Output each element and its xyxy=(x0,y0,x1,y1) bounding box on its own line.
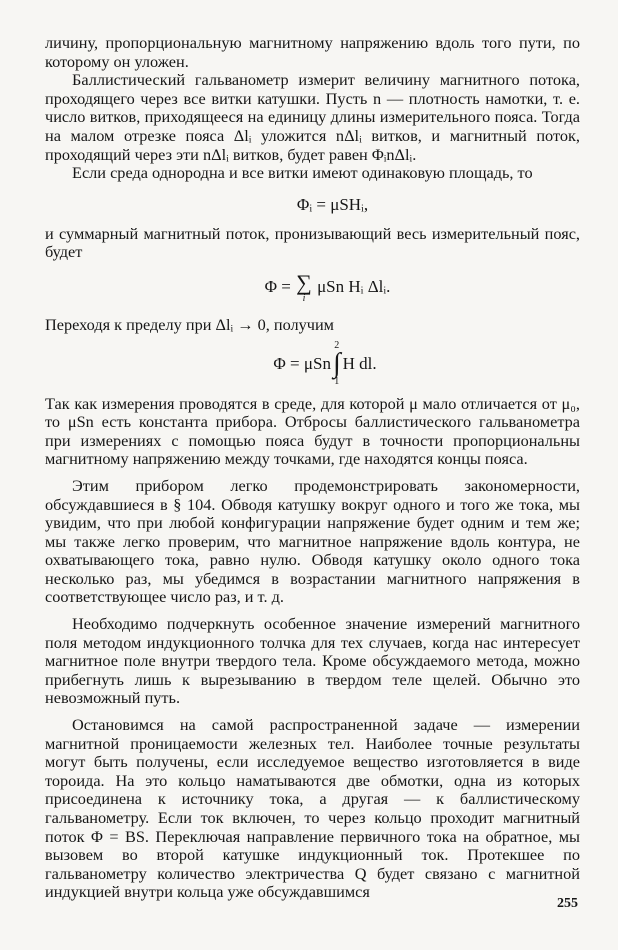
equation-flux-integral-rhs: H dl. xyxy=(342,353,377,373)
paragraph-5: Переходя к пределу при Δlᵢ → 0, получим xyxy=(45,314,334,334)
paragraph-9: Остановимся на самой распространенной задаче — измерении магнитной проницаемости железных тел. Наиболее точные результаты могут быть получены, если исследуемое вещество изготовляется в виде тороида. На это кольцо наматываются две обмотки, одна из которых присоединена к источнику тока, а другая — к баллистическому гальванометру. Если ток включен, то через кольцо проходит магнитный поток Φ = BS. Переключая направление первичного тока на обратное, мы вызовем во второй катушке индукционный ток. Протекшее по гальванометру количество электричества Q будет связано с магнитной индукцией внутри кольца уже обсуждавшимся xyxy=(45,715,580,902)
equation-flux-element xyxy=(45,195,580,215)
sum-sign: ∑ xyxy=(296,269,312,295)
integral-lower-limit: 1 xyxy=(334,375,340,387)
equation-flux-sum xyxy=(45,269,580,304)
sum-symbol xyxy=(296,269,312,304)
equation-flux-integral-lhs: Φ = μSn xyxy=(273,353,331,373)
sum-index: i xyxy=(302,292,306,304)
equation-flux-element-text: Φᵢ = μSHᵢ, xyxy=(296,194,369,214)
paragraph-6: Так как измерения проводятся в среде, для которой μ мало отличается от μ₀, то μSn есть константа прибора. Отбросы баллистического гальванометра при измерениях с помощью пояса будут в точности пропорциональны магнитному напряжению между точками, где находятся концы пояса. xyxy=(45,393,580,469)
equation-flux-integral xyxy=(45,341,580,387)
paragraph-2: Баллистический гальванометр измерит величину магнитного потока, проходящего через все витки катушки. Пусть n — плотность намотки, т. е. число витков, приходящееся на единицу длины измерительного пояса. Тогда на малом отрезке пояса Δlᵢ уложится nΔlᵢ витков, и магнитный поток, проходящий через эти nΔlᵢ витков, будет равен ΦᵢnΔlᵢ. xyxy=(45,70,580,164)
equation-flux-sum-lhs: Φ = xyxy=(264,276,296,296)
integral-sign: ∫ xyxy=(332,347,341,379)
paragraph-7: Этим прибором легко продемонстрировать закономерности, обсуждавшиеся в § 104. Обводя катушку вокруг одного и того же тока, мы увидим, что при любой конфигурации напряжение будет одним и тем же; мы также легко проверим, что магнитное напряжение вдоль контура, не охватывающего тока, равно нулю. Обводя катушку около одного тока несколько раз, мы убедимся в возрастании магнитного напряжения в соответствующее число раз, и т. д. xyxy=(45,475,580,607)
paragraph-1: личину, пропорциональную магнитному напряжению вдоль того пути, по которому он уложен. xyxy=(45,33,580,71)
paragraph-3: Если среда однородна и все витки имеют одинаковую площадь, то xyxy=(72,163,533,183)
paragraph-8: Необходимо подчеркнуть особенное значение измерений магнитного поля методом индукционного толчка для тех случаев, когда нас интересует магнитное поле внутри твердого тела. Кроме обсуждаемого метода, можно прибегнуть лишь к вырезыванию в твердом теле щелей. Обычно это невозможный путь. xyxy=(45,614,580,708)
equation-flux-sum-rhs: μSn Hᵢ Δlᵢ. xyxy=(317,276,391,296)
paragraph-4: и суммарный магнитный поток, пронизывающий весь измерительный пояс, будет xyxy=(45,223,580,262)
page-number: 255 xyxy=(557,896,578,911)
integral-symbol xyxy=(333,341,341,387)
integral-upper-limit: 2 xyxy=(334,339,340,351)
